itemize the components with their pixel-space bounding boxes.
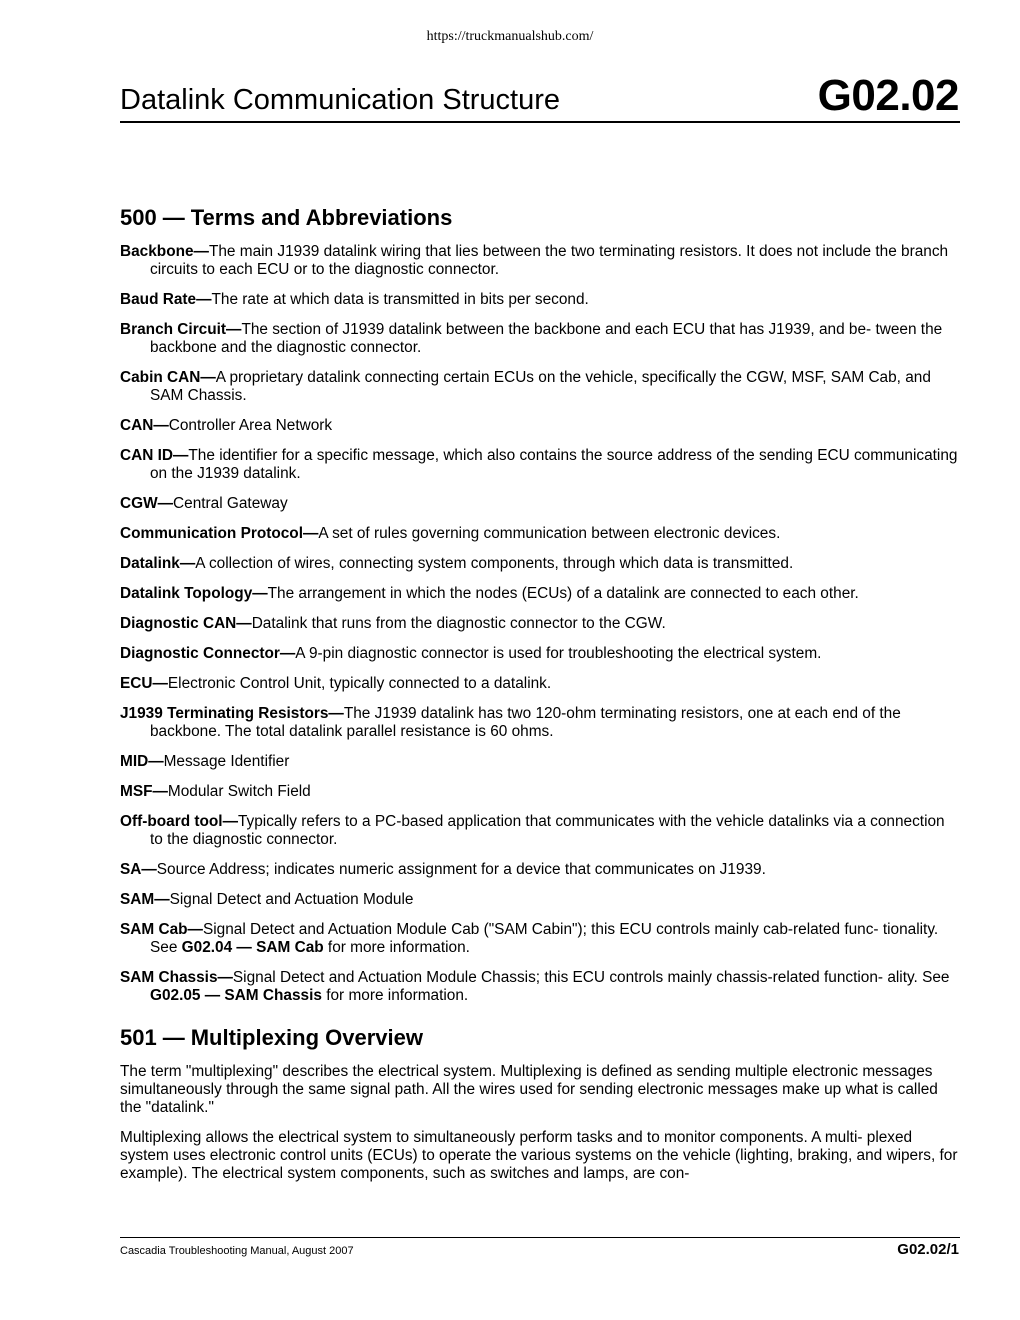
term-label: MID—: [120, 753, 164, 770]
terms-list: [120, 243, 960, 1005]
term-branch-circuit: [120, 321, 960, 357]
term-label: Datalink Topology—: [120, 585, 268, 602]
term-label: Diagnostic CAN—: [120, 615, 252, 632]
main-content: [120, 203, 960, 1195]
term-label: SAM Chassis—: [120, 969, 233, 986]
term-definition: Message Identifier: [163, 753, 290, 770]
page-number: G02.02/1: [897, 1241, 959, 1258]
section-title: Terms and Abbreviations: [190, 205, 453, 230]
term-definition: The identifier for a specific message, which also contains the source address of the sending ECU communicating on the J1939 datalink.: [150, 447, 958, 482]
term-definition: A 9-pin diagnostic connector is used for troubleshooting the electrical system.: [295, 645, 822, 662]
term-definition-tail: for more information.: [323, 939, 470, 956]
footer-manual-title: Cascadia Troubleshooting Manual, August 2007: [120, 1245, 354, 1257]
section-500-heading: [120, 203, 960, 233]
term-definition: Signal Detect and Actuation Module Cab ("SAM Cabin"); this ECU controls mainly cab-related func- tionality. See: [150, 921, 939, 956]
term-msf: [120, 783, 960, 801]
term-definition: A set of rules governing communication between electronic devices.: [318, 525, 781, 542]
footer-divider: [120, 1237, 960, 1238]
section-dash: —: [162, 1025, 185, 1050]
term-can-id: [120, 447, 960, 483]
term-sam-chassis: [120, 969, 960, 1005]
section-501-heading: [120, 1023, 960, 1053]
term-definition: Signal Detect and Actuation Module: [169, 891, 414, 908]
term-definition: The main J1939 datalink wiring that lies between the two terminating resistors. It does not include the branch circuits to each ECU or to the diagnostic connector.: [150, 243, 949, 278]
cross-reference-link[interactable]: G02.05 — SAM Chassis: [150, 987, 322, 1004]
term-definition: The section of J1939 datalink between the backbone and each ECU that has J1939, and be- tween the backbone and the diagnostic connector.: [150, 321, 943, 356]
section-dash: —: [162, 205, 185, 230]
term-datalink-topology: [120, 585, 960, 603]
term-definition-tail: for more information.: [321, 987, 469, 1004]
term-label: Cabin CAN—: [120, 369, 216, 386]
section-code: G02.02: [817, 71, 959, 120]
term-definition: The J1939 datalink has two 120-ohm terminating resistors, one at each end of the backbone. The total datalink parallel resistance is 60 ohms.: [150, 705, 901, 740]
term-sam: [120, 891, 960, 909]
source-url[interactable]: https://truckmanualshub.com/: [426, 29, 594, 44]
term-cabin-can: [120, 369, 960, 405]
term-label: J1939 Terminating Resistors—: [120, 705, 344, 722]
paragraph: The term "multiplexing" describes the electrical system. Multiplexing is defined as sending multiple electronic messages simultaneously through the same signal path. All the wires used for sending electronic messages make up what is called the "datalink.": [120, 1063, 938, 1116]
term-label: CAN ID—: [120, 447, 189, 464]
term-label: Diagnostic Connector—: [120, 645, 296, 662]
term-definition: The arrangement in which the nodes (ECUs) of a datalink are connected to each other.: [267, 585, 859, 602]
term-definition: Electronic Control Unit, typically connected to a datalink.: [167, 675, 552, 692]
section-number: 501: [120, 1025, 157, 1050]
term-label: Datalink—: [120, 555, 196, 572]
term-definition: Controller Area Network: [168, 417, 333, 434]
term-label: SAM Cab—: [120, 921, 203, 938]
term-label: SA—: [120, 861, 157, 878]
cross-reference-link[interactable]: G02.04 — SAM Cab: [181, 939, 324, 956]
term-label: Branch Circuit—: [120, 321, 242, 338]
term-can: [120, 417, 960, 435]
term-cgw: [120, 495, 960, 513]
section-number: 500: [120, 205, 157, 230]
term-definition: Central Gateway: [173, 495, 288, 512]
term-label: CAN—: [120, 417, 169, 434]
page-title: Datalink Communication Structure: [120, 84, 561, 116]
term-label: Backbone—: [120, 243, 209, 260]
term-backbone: [120, 243, 960, 279]
term-label: Baud Rate—: [120, 291, 212, 308]
term-definition: Signal Detect and Actuation Module Chassis; this ECU controls mainly chassis-related function- ality. See: [232, 969, 950, 986]
term-label: Off-board tool—: [120, 813, 238, 830]
term-label: Communication Protocol—: [120, 525, 319, 542]
term-definition: A collection of wires, connecting system components, through which data is transmitted.: [195, 555, 794, 572]
term-mid: [120, 753, 960, 771]
term-definition: Typically refers to a PC-based application that communicates with the vehicle datalinks via a connection to the diagnostic connector.: [150, 813, 945, 848]
term-label: CGW—: [120, 495, 174, 512]
term-definition: A proprietary datalink connecting certain ECUs on the vehicle, specifically the CGW, MSF, SAM Cab, and SAM Chassis.: [150, 369, 931, 404]
term-off-board-tool: [120, 813, 960, 849]
term-diagnostic-can: [120, 615, 960, 633]
term-baud-rate: [120, 291, 960, 309]
term-j1939-terminating-resistors: [120, 705, 960, 741]
term-communication-protocol: [120, 525, 960, 543]
term-definition: The rate at which data is transmitted in bits per second.: [211, 291, 589, 308]
section-title: Multiplexing Overview: [190, 1025, 423, 1050]
term-ecu: [120, 675, 960, 693]
term-definition: Modular Switch Field: [167, 783, 311, 800]
term-sam-cab: [120, 921, 960, 957]
term-datalink: [120, 555, 960, 573]
term-sa: [120, 861, 960, 879]
term-diagnostic-connector: [120, 645, 960, 663]
term-label: ECU—: [120, 675, 168, 692]
term-definition: Source Address; indicates numeric assignment for a device that communicates on J1939.: [156, 861, 766, 878]
term-label: MSF—: [120, 783, 168, 800]
term-label: SAM—: [120, 891, 170, 908]
term-definition: Datalink that runs from the diagnostic connector to the CGW.: [251, 615, 666, 632]
title-divider: [120, 121, 960, 123]
paragraph: Multiplexing allows the electrical system to simultaneously perform tasks and to monitor components. A multi- plexed system uses electronic control units (ECUs) to operate the various systems on the vehicle (lighting, braking, and wipers, for example). The electrical system components, such as switches and lamps, are con-: [120, 1129, 958, 1182]
